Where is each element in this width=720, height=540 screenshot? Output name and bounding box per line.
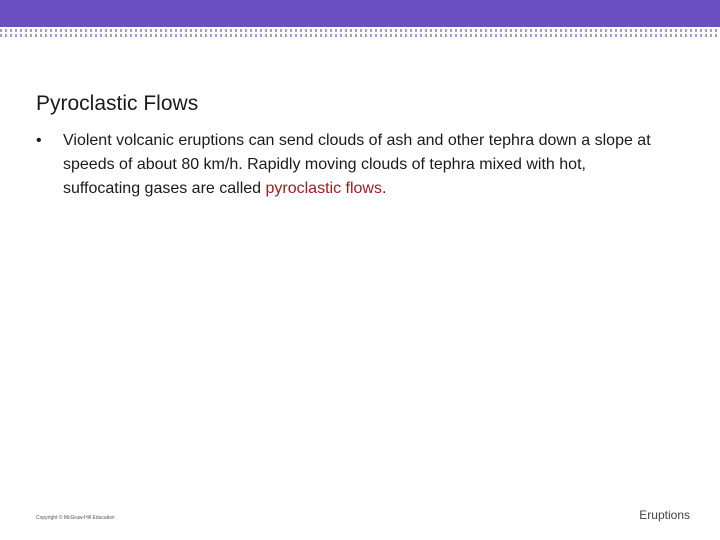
header-dash-strip — [0, 29, 720, 37]
header-bar — [0, 0, 720, 27]
slide-title: Pyroclastic Flows — [36, 92, 199, 115]
key-term: pyroclastic flows — [265, 180, 382, 197]
copyright-notice: Copyright © McGraw-Hill Education — [36, 515, 115, 521]
bullet-marker: • — [36, 132, 42, 149]
bullet-text-before: Violent volcanic eruptions can send clouds of ash and other tephra down a slope at speeds of about 80 km/h. Rapidly moving clouds of tephra mixed with hot, suffocating gases are called — [63, 132, 651, 197]
bullet-text-after: . — [381, 180, 387, 197]
bullet-text — [63, 129, 663, 201]
footer-section-label: Eruptions — [639, 508, 690, 522]
